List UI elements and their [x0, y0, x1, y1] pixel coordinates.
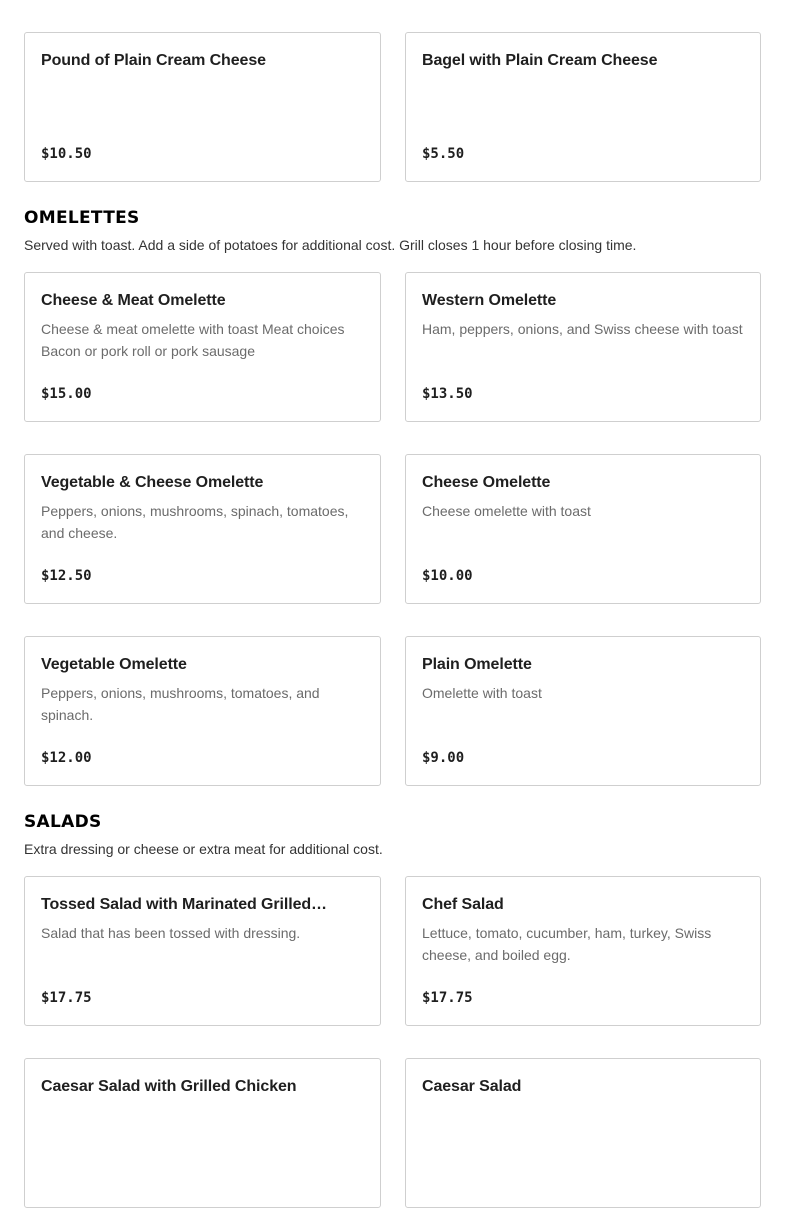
menu-item-name: Pound of Plain Cream Cheese — [41, 52, 266, 69]
menu-item-description: Peppers, onions, mushrooms, spinach, tomatoes, and cheese. — [41, 503, 349, 541]
menu-item-name: Cheese Omelette — [422, 474, 551, 491]
menu-item-price: $17.75 — [422, 990, 473, 1006]
section-description-salads: Extra dressing or cheese or extra meat for additional cost. — [24, 841, 383, 857]
menu-item-description: Omelette with toast — [422, 685, 542, 701]
menu-item-card[interactable] — [24, 32, 381, 182]
menu-item-card[interactable] — [405, 876, 761, 1026]
menu-item-name: Chef Salad — [422, 896, 504, 913]
menu-item-price: $13.50 — [422, 386, 473, 402]
section-description-omelettes: Served with toast. Add a side of potatoes for additional cost. Grill closes 1 hour before closing time. — [24, 237, 637, 253]
menu-item-price: $5.50 — [422, 146, 465, 162]
menu-item-card[interactable] — [405, 272, 761, 422]
menu-item-description: Cheese omelette with toast — [422, 503, 591, 519]
menu-item-card[interactable] — [24, 1058, 381, 1208]
menu-item-card[interactable] — [24, 272, 381, 422]
menu-item-price: $10.00 — [422, 568, 473, 584]
menu-item-description: Salad that has been tossed with dressing. — [41, 925, 301, 941]
menu-item-price: $10.50 — [41, 146, 92, 162]
menu-item-name: Cheese & Meat Omelette — [41, 292, 226, 309]
section-title-omelettes: OMELETTES — [24, 208, 140, 228]
menu-item-description: Cheese & meat omelette with toast Meat choices Bacon or pork roll or pork sausage — [41, 321, 345, 359]
menu-item-description: Peppers, onions, mushrooms, tomatoes, and spinach. — [41, 685, 320, 723]
menu-item-price: $12.00 — [41, 750, 92, 766]
menu-item-price: $12.50 — [41, 568, 92, 584]
menu-item-description: Lettuce, tomato, cucumber, ham, turkey, Swiss cheese, and boiled egg. — [422, 925, 712, 963]
menu-item-name: Vegetable & Cheese Omelette — [41, 474, 264, 491]
menu-item-card[interactable] — [405, 1058, 761, 1208]
menu-item-name: Western Omelette — [422, 292, 557, 309]
menu-item-card[interactable] — [405, 636, 761, 786]
menu-item-price: $15.00 — [41, 386, 92, 402]
menu-item-name: Tossed Salad with Marinated Grilled… — [41, 896, 327, 913]
menu-item-name: Bagel with Plain Cream Cheese — [422, 52, 658, 69]
menu-item-name: Plain Omelette — [422, 656, 532, 673]
menu-item-card[interactable] — [24, 454, 381, 604]
menu-item-card[interactable] — [405, 454, 761, 604]
menu-item-price: $9.00 — [422, 750, 465, 766]
menu-item-name: Caesar Salad with Grilled Chicken — [41, 1078, 297, 1095]
menu-item-name: Vegetable Omelette — [41, 656, 187, 673]
section-title-salads: SALADS — [24, 812, 102, 832]
menu-item-card[interactable] — [405, 32, 761, 182]
menu-item-description: Ham, peppers, onions, and Swiss cheese with toast — [422, 321, 743, 337]
menu-item-card[interactable] — [24, 876, 381, 1026]
menu-item-name: Caesar Salad — [422, 1078, 522, 1095]
menu-item-card[interactable] — [24, 636, 381, 786]
menu-item-price: $17.75 — [41, 990, 92, 1006]
